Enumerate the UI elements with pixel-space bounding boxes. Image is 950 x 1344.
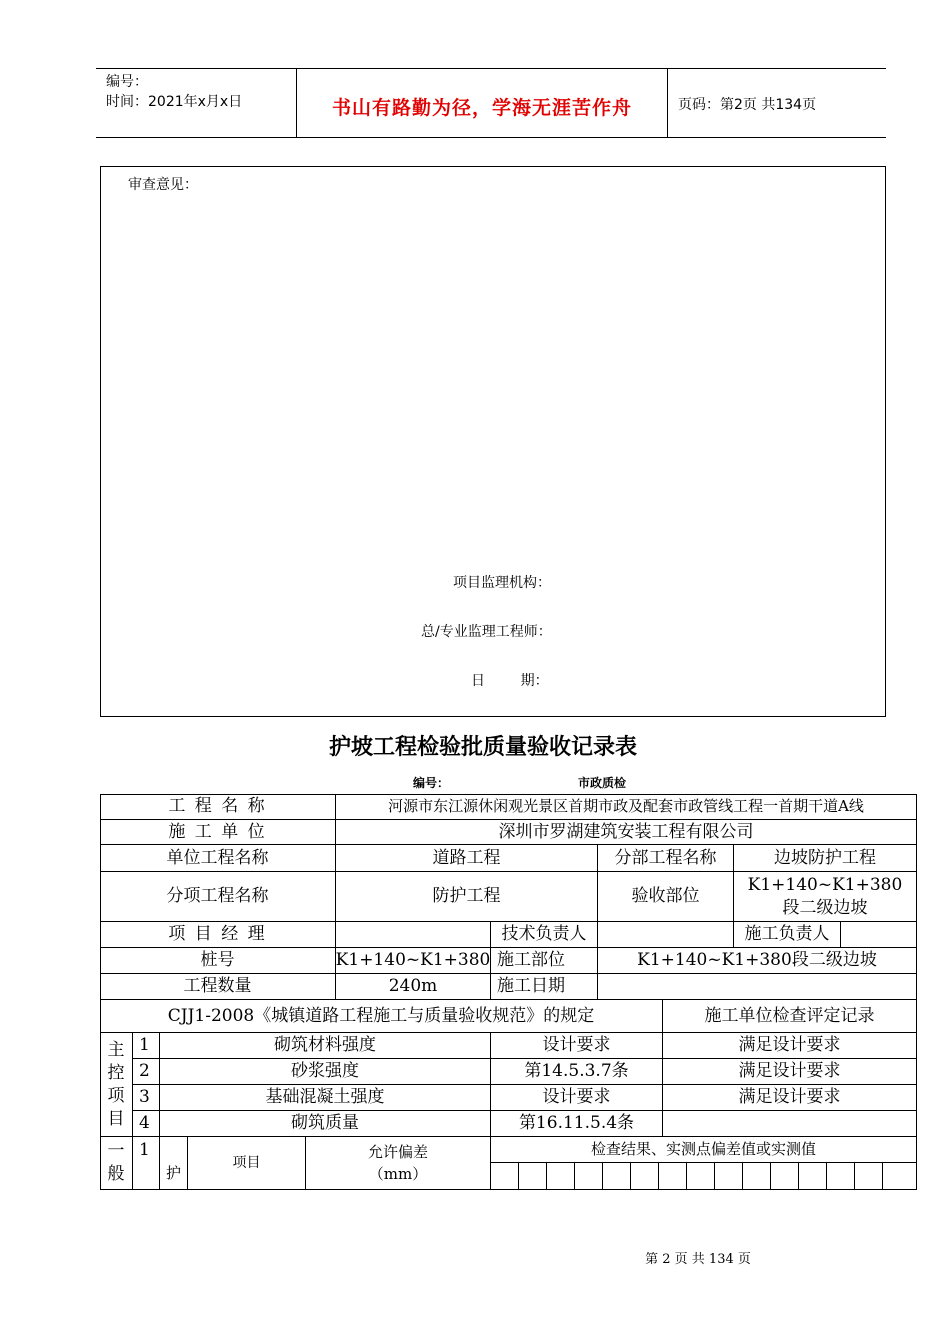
doc-title: 护坡工程检验批质量验收记录表 bbox=[328, 735, 637, 760]
main-control-group bbox=[100, 1033, 133, 1137]
result-cell bbox=[771, 1163, 799, 1190]
result-cell bbox=[659, 1163, 687, 1190]
main-item-name: 砌筑质量 bbox=[160, 1111, 491, 1137]
tech-label: 技术负责人 bbox=[491, 922, 598, 948]
main-item-result bbox=[663, 1111, 917, 1137]
project-name-value: 河源市东江源休闲观光景区首期市政及配套市政管线工程一首期干道A线 bbox=[336, 794, 917, 820]
item-value: 防护工程 bbox=[336, 872, 598, 922]
result-cell bbox=[687, 1163, 715, 1190]
work-part-label: 施工部位 bbox=[491, 948, 598, 974]
review-opinion-label: 审查意见： bbox=[128, 177, 198, 193]
main-item-name: 砌筑材料强度 bbox=[160, 1033, 491, 1059]
qty-value: 240m bbox=[336, 974, 491, 1000]
main-group-char: 控 bbox=[107, 1062, 125, 1083]
station-value: K1+140~K1+380 bbox=[336, 948, 491, 974]
tolerance-col bbox=[306, 1137, 491, 1190]
header-time-label: 时间：2021年x月x日 bbox=[106, 94, 243, 110]
general-item-no: 1 bbox=[133, 1137, 160, 1190]
main-item-no: 4 bbox=[133, 1111, 160, 1137]
tolerance-unit: （mm） bbox=[368, 1165, 428, 1183]
result-cell bbox=[519, 1163, 547, 1190]
main-item-result: 满足设计要求 bbox=[663, 1059, 917, 1085]
doc-code-label: 编号： bbox=[413, 776, 450, 790]
header-left bbox=[96, 69, 297, 137]
result-cell bbox=[491, 1163, 519, 1190]
review-box bbox=[100, 166, 886, 717]
accept-part-label: 验收部位 bbox=[598, 872, 734, 922]
contractor-value: 深圳市罗湖建筑安装工程有限公司 bbox=[336, 820, 917, 845]
result-cell bbox=[855, 1163, 883, 1190]
general-group-char: 般 bbox=[107, 1164, 125, 1184]
review-org-label: 项目监理机构： bbox=[453, 575, 551, 591]
general-item-col: 项目 bbox=[188, 1137, 306, 1190]
header-middle bbox=[297, 69, 668, 137]
doc-code-value: 市政质检 bbox=[578, 776, 627, 790]
item-label: 分项工程名称 bbox=[100, 872, 336, 922]
result-cell bbox=[715, 1163, 743, 1190]
main-group-char: 主 bbox=[107, 1039, 125, 1060]
main-item-no: 2 bbox=[133, 1059, 160, 1085]
review-date-label: 日 期： bbox=[471, 673, 549, 689]
header-code-label: 编号： bbox=[106, 74, 148, 90]
main-group-char: 项 bbox=[107, 1085, 125, 1106]
accept-part-value: K1+140~K1+380段二级边坡 bbox=[734, 872, 917, 922]
main-item-req: 第14.5.3.7条 bbox=[491, 1059, 663, 1085]
result-cell bbox=[799, 1163, 827, 1190]
division-label: 分部工程名称 bbox=[598, 845, 734, 872]
unit-project-label: 单位工程名称 bbox=[100, 845, 336, 872]
result-cell bbox=[743, 1163, 771, 1190]
contractor-label: 施 工 单 位 bbox=[100, 820, 336, 845]
page-header bbox=[96, 68, 886, 138]
main-item-no: 1 bbox=[133, 1033, 160, 1059]
result-cell bbox=[547, 1163, 575, 1190]
main-item-name: 砂浆强度 bbox=[160, 1059, 491, 1085]
general-group-char: 一 bbox=[107, 1141, 125, 1161]
division-value: 边坡防护工程 bbox=[734, 845, 917, 872]
header-motto: 书山有路勤为径，学海无涯苦作舟 bbox=[331, 97, 632, 119]
tech-value bbox=[598, 922, 734, 948]
result-cell bbox=[883, 1163, 917, 1190]
main-item-result: 满足设计要求 bbox=[663, 1033, 917, 1059]
result-cell bbox=[631, 1163, 659, 1190]
main-group-char: 目 bbox=[107, 1108, 125, 1129]
site-value bbox=[841, 922, 917, 948]
spec-label: CJJ1-2008《城镇道路工程施工与质量验收规范》的规定 bbox=[100, 1000, 663, 1033]
work-part-value: K1+140~K1+380段二级边坡 bbox=[598, 948, 917, 974]
header-right bbox=[668, 69, 886, 137]
main-item-name: 基础混凝土强度 bbox=[160, 1085, 491, 1111]
pm-label: 项 目 经 理 bbox=[100, 922, 336, 948]
main-item-req: 设计要求 bbox=[491, 1033, 663, 1059]
main-item-result: 满足设计要求 bbox=[663, 1085, 917, 1111]
check-label: 施工单位检查评定记录 bbox=[663, 1000, 917, 1033]
header-page-label: 页码：第2页 共134页 bbox=[678, 97, 817, 113]
main-item-req: 第16.11.5.4条 bbox=[491, 1111, 663, 1137]
review-engineer-label: 总/专业监理工程师： bbox=[421, 624, 552, 640]
result-cell bbox=[827, 1163, 855, 1190]
site-label: 施工负责人 bbox=[734, 922, 841, 948]
station-label: 桩号 bbox=[100, 948, 336, 974]
page-footer: 第 2 页 共 134 页 bbox=[645, 1252, 751, 1267]
general-sub-label: 护 bbox=[160, 1137, 188, 1190]
project-name-label: 工 程 名 称 bbox=[100, 794, 336, 820]
main-item-no: 3 bbox=[133, 1085, 160, 1111]
results-col: 检查结果、实测点偏差值或实测值 bbox=[491, 1137, 917, 1163]
main-item-req: 设计要求 bbox=[491, 1085, 663, 1111]
result-cell bbox=[575, 1163, 603, 1190]
qty-label: 工程数量 bbox=[100, 974, 336, 1000]
general-group bbox=[100, 1137, 133, 1190]
tolerance-label: 允许偏差 bbox=[367, 1143, 428, 1161]
pm-value bbox=[336, 922, 491, 948]
inspection-table bbox=[100, 794, 917, 1190]
date-value bbox=[598, 974, 917, 1000]
result-cell bbox=[603, 1163, 631, 1190]
date-label: 施工日期 bbox=[491, 974, 598, 1000]
unit-project-value: 道路工程 bbox=[336, 845, 598, 872]
